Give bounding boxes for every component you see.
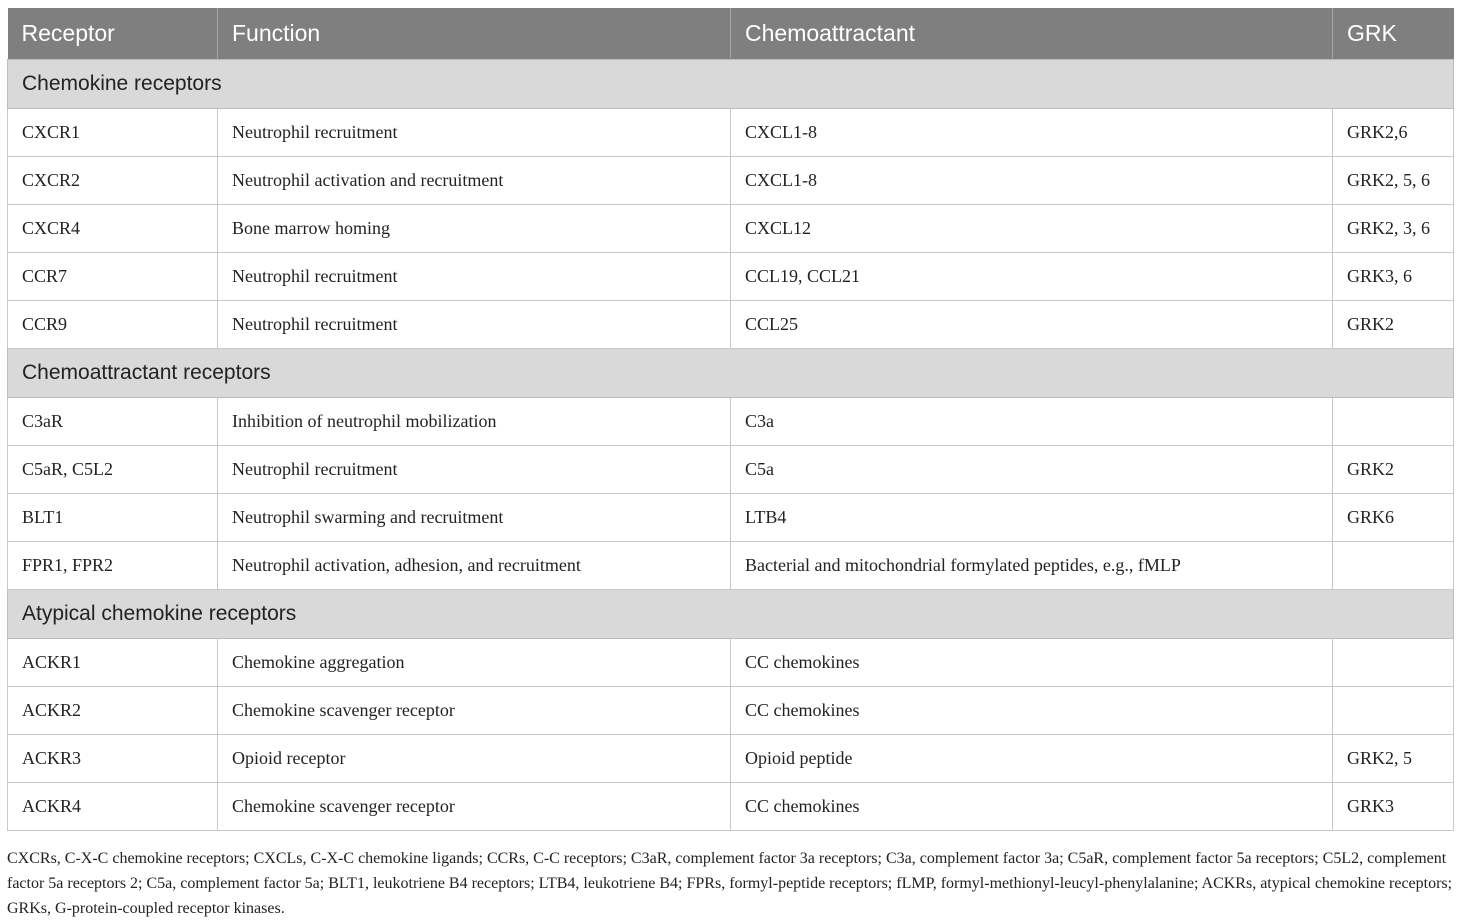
- section-title: Atypical chemokine receptors: [8, 590, 1454, 639]
- cell-chemoattractant: CXCL12: [731, 205, 1333, 253]
- header-row: [8, 8, 1454, 60]
- table-footnote: CXCRs, C-X-C chemokine receptors; CXCLs, C-X-C chemokine ligands; CCRs, C-C receptors; C3aR, complement factor 3a receptors; C3a, complement factor 3a; C5aR, complement factor 5a receptors; C5L2, complement factor 5a receptors 2; C5a, complement factor 5a; BLT1, leukotriene B4 receptors; LTB4, leukotriene B4; FPRs, formyl-peptide receptors; fLMP, formyl-methionyl-leucyl-phenylalanine; ACKRs, atypical chemokine receptors; GRKs, G-protein-coupled receptor kinases.: [7, 850, 1453, 917]
- cell-grk: GRK3: [1333, 783, 1454, 831]
- header-grk: GRK: [1333, 8, 1454, 60]
- table-row: [8, 398, 1454, 446]
- cell-function: Chemokine scavenger receptor: [218, 687, 731, 735]
- cell-function: Neutrophil activation, adhesion, and recruitment: [218, 542, 731, 590]
- section-title: Chemoattractant receptors: [8, 349, 1454, 398]
- header-receptor: Receptor: [8, 8, 218, 60]
- cell-chemoattractant: CC chemokines: [731, 639, 1333, 687]
- cell-receptor: CCR7: [8, 253, 218, 301]
- cell-grk: GRK2,6: [1333, 109, 1454, 157]
- cell-chemoattractant: CXCL1-8: [731, 157, 1333, 205]
- cell-function: Neutrophil recruitment: [218, 253, 731, 301]
- cell-function: Inhibition of neutrophil mobilization: [218, 398, 731, 446]
- cell-chemoattractant: Bacterial and mitochondrial formylated peptides, e.g., fMLP: [731, 542, 1333, 590]
- cell-grk: GRK2: [1333, 301, 1454, 349]
- table-row: [8, 301, 1454, 349]
- cell-grk: GRK2, 5, 6: [1333, 157, 1454, 205]
- cell-chemoattractant: C5a: [731, 446, 1333, 494]
- cell-receptor: FPR1, FPR2: [8, 542, 218, 590]
- cell-chemoattractant: CCL19, CCL21: [731, 253, 1333, 301]
- cell-grk: GRK2, 3, 6: [1333, 205, 1454, 253]
- cell-function: Neutrophil activation and recruitment: [218, 157, 731, 205]
- table-row: [8, 687, 1454, 735]
- table-row: [8, 494, 1454, 542]
- cell-function: Neutrophil recruitment: [218, 446, 731, 494]
- cell-receptor: CXCR2: [8, 157, 218, 205]
- cell-grk: GRK3, 6: [1333, 253, 1454, 301]
- table-row: [8, 783, 1454, 831]
- table-row: [8, 205, 1454, 253]
- table-header: [8, 8, 1454, 60]
- cell-receptor: ACKR2: [8, 687, 218, 735]
- section-row: [8, 590, 1454, 639]
- cell-grk: [1333, 398, 1454, 446]
- header-chemoattractant: Chemoattractant: [731, 8, 1333, 60]
- cell-receptor: ACKR3: [8, 735, 218, 783]
- cell-receptor: ACKR1: [8, 639, 218, 687]
- cell-grk: [1333, 639, 1454, 687]
- receptor-table: [7, 8, 1454, 831]
- table-row: [8, 542, 1454, 590]
- cell-receptor: C3aR: [8, 398, 218, 446]
- table-row: [8, 109, 1454, 157]
- cell-receptor: ACKR4: [8, 783, 218, 831]
- cell-function: Opioid receptor: [218, 735, 731, 783]
- cell-function: Neutrophil recruitment: [218, 301, 731, 349]
- cell-chemoattractant: Opioid peptide: [731, 735, 1333, 783]
- cell-grk: GRK2, 5: [1333, 735, 1454, 783]
- cell-receptor: CXCR4: [8, 205, 218, 253]
- table-body: [8, 60, 1454, 831]
- cell-grk: [1333, 687, 1454, 735]
- section-title: Chemokine receptors: [8, 60, 1454, 109]
- cell-function: Chemokine aggregation: [218, 639, 731, 687]
- cell-chemoattractant: CXCL1-8: [731, 109, 1333, 157]
- table-row: [8, 639, 1454, 687]
- table-row: [8, 446, 1454, 494]
- cell-function: Chemokine scavenger receptor: [218, 783, 731, 831]
- section-row: [8, 349, 1454, 398]
- cell-receptor: CCR9: [8, 301, 218, 349]
- cell-grk: GRK2: [1333, 446, 1454, 494]
- table-row: [8, 157, 1454, 205]
- cell-function: Neutrophil swarming and recruitment: [218, 494, 731, 542]
- section-row: [8, 60, 1454, 109]
- cell-chemoattractant: C3a: [731, 398, 1333, 446]
- table-row: [8, 253, 1454, 301]
- cell-chemoattractant: CC chemokines: [731, 687, 1333, 735]
- cell-chemoattractant: CCL25: [731, 301, 1333, 349]
- table-row: [8, 735, 1454, 783]
- cell-chemoattractant: CC chemokines: [731, 783, 1333, 831]
- cell-function: Bone marrow homing: [218, 205, 731, 253]
- cell-chemoattractant: LTB4: [731, 494, 1333, 542]
- receptor-table-container: [7, 8, 1453, 831]
- cell-function: Neutrophil recruitment: [218, 109, 731, 157]
- cell-receptor: CXCR1: [8, 109, 218, 157]
- cell-receptor: BLT1: [8, 494, 218, 542]
- cell-grk: GRK6: [1333, 494, 1454, 542]
- cell-grk: [1333, 542, 1454, 590]
- cell-receptor: C5aR, C5L2: [8, 446, 218, 494]
- header-function: Function: [218, 8, 731, 60]
